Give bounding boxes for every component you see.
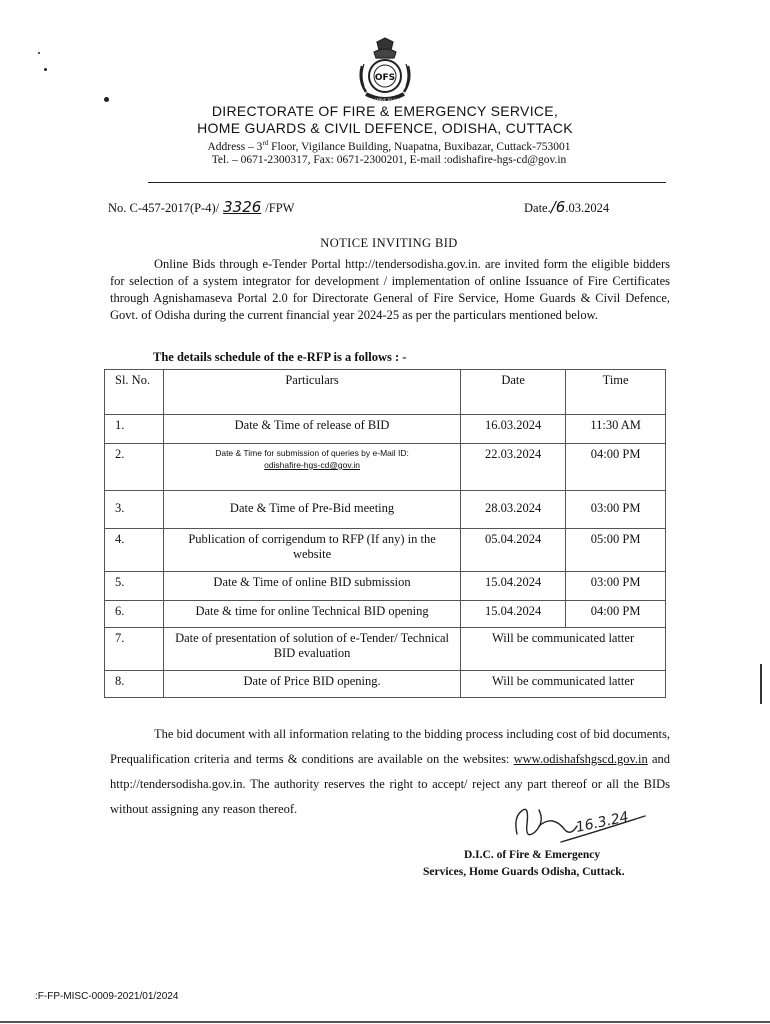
signatory-designation-line2: Services, Home Guards Odisha, Cuttack. xyxy=(423,866,625,878)
signature-date: 16.3.24 xyxy=(574,809,631,836)
row-particulars: Date & Time of release of BID xyxy=(163,415,460,444)
row-sl: 8. xyxy=(105,671,164,698)
emblem-text: OFS xyxy=(374,73,396,83)
row-time: 11:30 AM xyxy=(566,415,666,444)
table-row xyxy=(105,601,666,628)
reference-number: No. C-457-2017(P-4)/ 3326 /FPW xyxy=(108,198,295,216)
row-time: 04:00 PM xyxy=(566,601,666,628)
row-particulars: Date & Time of online BID submission xyxy=(163,572,460,601)
header-title-line2: HOME GUARDS & CIVIL DEFENCE, ODISHA, CUTTACK xyxy=(197,120,573,136)
ofs-emblem-logo xyxy=(352,36,418,108)
row-time: 05:00 PM xyxy=(566,529,666,572)
row-date: 28.03.2024 xyxy=(461,491,566,529)
table-row xyxy=(105,529,666,572)
scan-margin-mark xyxy=(760,664,762,704)
schedule-heading: The details schedule of the e-RFP is a follows : - xyxy=(153,350,407,364)
row-date: 15.04.2024 xyxy=(461,572,566,601)
closing-paragraph: The bid document with all information relating to the bidding process including cost of bid documents, Prequalification criteria and terms & conditions are available on the websites: www.odishafshgscd.gov.in and http://tendersodisha.gov.in. The authority reserves the right to accept/ reject any part thereof or all the BIDs without assigning any reason thereof. xyxy=(110,727,670,816)
row-sl: 5. xyxy=(105,572,164,601)
row-particulars: Date & time for online Technical BID opening xyxy=(163,601,460,628)
row-particulars: Date & Time for submission of queries by e-Mail ID: odishafire-hgs-cd@gov.in xyxy=(163,444,460,491)
table-row xyxy=(105,415,666,444)
row-date-time: Will be communicated latter xyxy=(461,671,666,698)
row-date: 05.04.2024 xyxy=(461,529,566,572)
header-contact: Tel. – 0671-2300317, Fax: 0671-2300201, E-mail :odishafire-hgs-cd@gov.in xyxy=(211,154,567,166)
table-row xyxy=(105,572,666,601)
notice-paragraph: Online Bids through e-Tender Portal http://tendersodisha.gov.in. are invited form the eligible bidders for selection of a system integrator for development / implementation of online Issuance of Fire Certificates through Agnishamaseva Portal 2.0 for Directorate General of Fire Service, Home Guards & Civil Defence, Govt. of Odisha during the current financial year 2024-25 as per the particulars mentioned below. xyxy=(110,257,670,322)
scan-speck xyxy=(44,68,47,71)
document-code: :F-FP-MISC-0009-2021/01/2024 xyxy=(35,991,179,1002)
row-time: 04:00 PM xyxy=(566,444,666,491)
query-email-link[interactable]: odishafire-hgs-cd@gov.in xyxy=(264,460,360,470)
row-date: 22.03.2024 xyxy=(461,444,566,491)
handwritten-signature xyxy=(505,796,655,846)
row-sl: 6. xyxy=(105,601,164,628)
row-date: 16.03.2024 xyxy=(461,415,566,444)
row-date-time: Will be communicated latter xyxy=(461,628,666,671)
row-time: 03:00 PM xyxy=(566,572,666,601)
scan-speck xyxy=(38,52,40,54)
scan-speck xyxy=(104,97,109,102)
signatory-designation-line1: D.I.C. of Fire & Emergency xyxy=(464,849,601,861)
table-row xyxy=(105,628,666,671)
bid-schedule-table xyxy=(104,369,666,698)
row-time: 03:00 PM xyxy=(566,491,666,529)
table-header-row xyxy=(105,370,666,415)
row-sl: 3. xyxy=(105,491,164,529)
row-particulars: Date of Price BID opening. xyxy=(163,671,460,698)
header-title-line1: DIRECTORATE OF FIRE & EMERGENCY SERVICE, xyxy=(211,103,559,119)
table-row xyxy=(105,491,666,529)
table-row xyxy=(105,444,666,491)
row-date: 15.04.2024 xyxy=(461,601,566,628)
header-divider xyxy=(148,182,666,183)
emblem-motto: WE SERVE TO SAVE xyxy=(367,98,403,102)
header-address: Address – 3rd Floor, Vigilance Building, Nuapatna, Buxibazar, Cuttack-753001 xyxy=(207,139,571,153)
header-sl-no: Sl. No. xyxy=(105,370,164,415)
notice-title: NOTICE INVITING BID xyxy=(320,236,458,250)
header-date: Date xyxy=(461,370,566,415)
row-particulars: Publication of corrigendum to RFP (If any) in the website xyxy=(163,529,460,572)
row-sl: 2. xyxy=(105,444,164,491)
row-sl: 4. xyxy=(105,529,164,572)
row-particulars: Date of presentation of solution of e-Tender/ Technical BID evaluation xyxy=(163,628,460,671)
row-sl: 1. xyxy=(105,415,164,444)
reference-date: Date./6.03.2024 xyxy=(524,198,610,216)
header-time: Time xyxy=(566,370,666,415)
page-bottom-edge xyxy=(0,1021,770,1023)
website-link[interactable]: www.odishafshgscd.gov.in xyxy=(513,752,648,766)
table-row xyxy=(105,671,666,698)
row-sl: 7. xyxy=(105,628,164,671)
header-particulars: Particulars xyxy=(163,370,460,415)
row-particulars: Date & Time of Pre-Bid meeting xyxy=(163,491,460,529)
